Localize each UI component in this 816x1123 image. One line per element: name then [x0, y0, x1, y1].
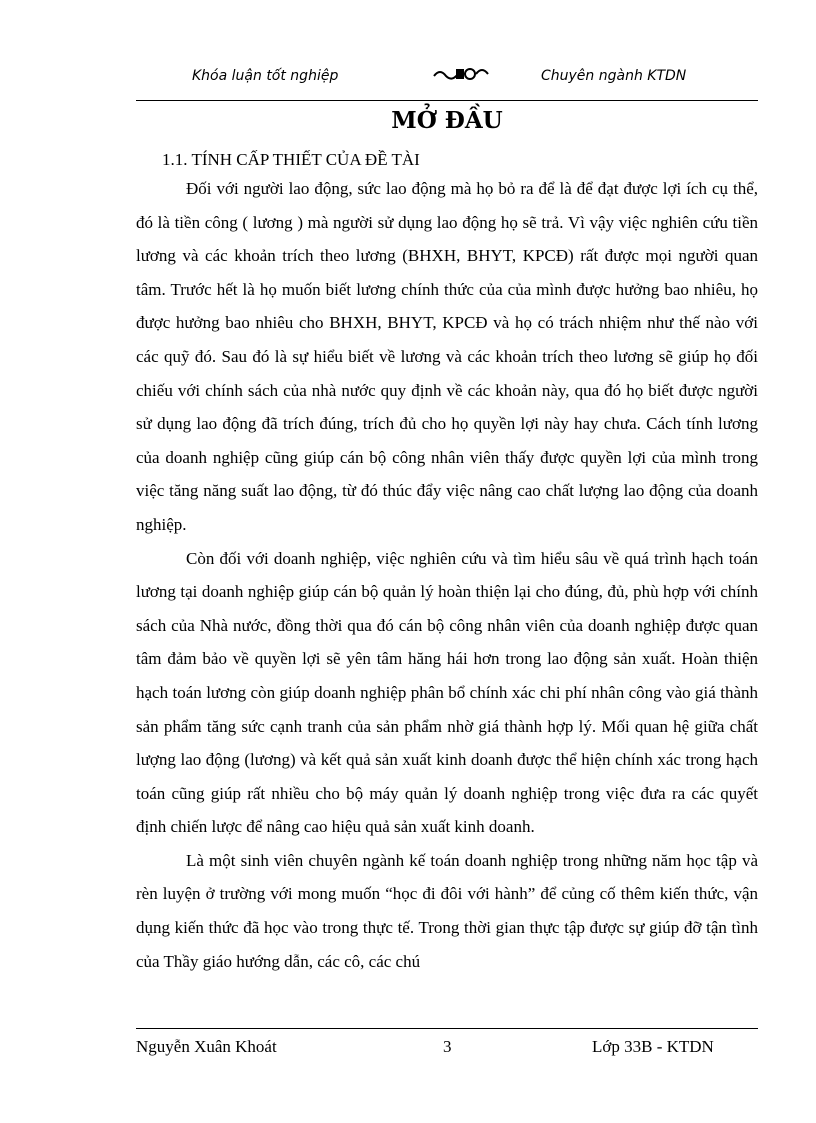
body-text — [136, 172, 758, 978]
paragraph: Là một sinh viên chuyên ngành kế toán doanh nghiệp trong những năm học tập và rèn luyện ở trường với mong muốn “học đi đôi với hành” để củng cố thêm kiến thức, vận dụng kiến thức đã học vào trong thực tế. Trong thời gian thực tập được sự giúp đỡ tận tình của Thầy giáo hướng dẫn, các cô, các chú — [136, 850, 758, 971]
section-heading: 1.1. TÍNH CẤP THIẾT CỦA ĐỀ TÀI — [162, 150, 420, 169]
paragraph: Còn đối với doanh nghiệp, việc nghiên cứu và tìm hiểu sâu về quá trình hạch toán lương tại doanh nghiệp giúp cán bộ quản lý hoàn thiện lại cho đúng, đủ, phù hợp với chính sách của Nhà nước, đồng thời qua đó cán bộ công nhân viên của doanh nghiệp được quan tâm đảm bảo về quyền lợi sẽ yên tâm hăng hái hơn trong lao động sản xuất. Hoàn thiện hạch toán lương còn giúp doanh nghiệp phân bổ chính xác chi phí nhân công vào giá thành sản phẩm tăng sức cạnh tranh của sản phẩm nhờ giá thành hợp lý. Mối quan hệ giữa chất lượng lao động (lương) và kết quả sản xuất kinh doanh được thể hiện chính xác trong hạch toán cũng giúp rất nhiều cho bộ máy quản lý doanh nghiệp trong việc đưa ra các quyết định chiến lược để nâng cao hiệu quả sản xuất kinh doanh. — [136, 548, 758, 837]
header-divider — [136, 100, 758, 101]
page-number: 3 — [443, 1037, 452, 1056]
footer-class: Lớp 33B - KTDN — [592, 1037, 714, 1056]
header-right-text: Chuyên ngành KTDN — [541, 68, 687, 84]
footer-author: Nguyễn Xuân Khoát — [136, 1037, 277, 1056]
decorative-flourish-icon — [432, 64, 490, 84]
page-title: MỞ ĐẦU — [391, 107, 503, 134]
paragraph: Đối với người lao động, sức lao động mà họ bỏ ra để là để đạt được lợi ích cụ thể, đó là tiền công ( lương ) mà người sử dụng lao động họ sẽ trả. Vì vậy việc nghiên cứu tiền lương và các khoản trích theo lương (BHXH, BHYT, KPCĐ) rất được mọi người quan tâm. Trước hết là họ muốn biết lương chính thức của của mình được hưởng bao nhiêu, họ được hưởng bao nhiêu cho BHXH, BHYT, KPCĐ và họ có trách nhiệm như thế nào với các quỹ đó. Sau đó là sự hiểu biết về lương và các khoản trích theo lương sẽ giúp họ đối chiếu với chính sách của nhà nước quy định về các khoản này, qua đó họ biết được người sử dụng lao động đã trích đúng, trích đủ cho họ quyền lợi này hay chưa. Cách tính lương của doanh nghiệp cũng giúp cán bộ công nhân viên thấy được quyền lợi của mình trong việc tăng năng suất lao động, từ đó thúc đẩy việc nâng cao chất lượng lao động của doanh nghiệp. — [136, 179, 758, 534]
header-left-text: Khóa luận tốt nghiệp — [192, 68, 339, 84]
footer-divider — [136, 1028, 758, 1029]
